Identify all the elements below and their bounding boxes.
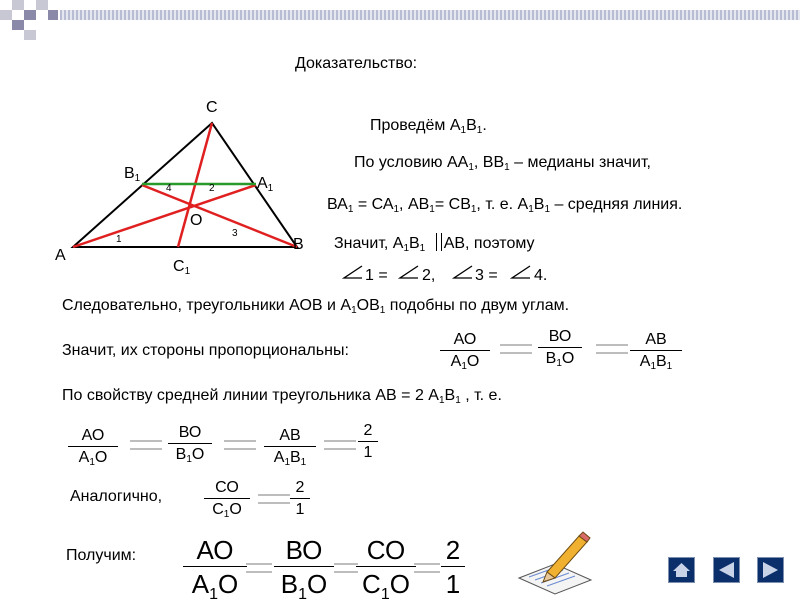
angle-symbol-3-icon (452, 264, 474, 280)
angle-number-4: 4 (166, 183, 172, 194)
angle-eq-3: 3 = (475, 267, 498, 284)
fraction-ao-a1o-large: АО $А_1О$ (183, 537, 247, 603)
equals-sign (224, 440, 256, 450)
equals-sign (258, 494, 290, 504)
equals-sign (500, 344, 532, 354)
line-result: Получим: (66, 547, 137, 564)
equals-sign (414, 563, 440, 573)
angle-eq-2: 2, (422, 267, 436, 284)
line-medians-condition: По условию $АА_1$, $ВВ_1$ – медианы значит, (354, 154, 651, 173)
line-similar-triangles: Следовательно, треугольники АОВ и $А_1ОВ_1$ подобны по двум углам. (62, 297, 570, 316)
fraction-ab-a1b1: АВ $А_1В_1$ (264, 428, 316, 468)
vertex-label-b1: $В_1$ (124, 165, 141, 184)
fraction-two-over-one: 2 1 (290, 480, 310, 518)
vertex-label-c: С (206, 99, 218, 116)
next-slide-button[interactable] (757, 557, 784, 583)
fraction-co-c1o-large: СО $С_1О$ (356, 537, 416, 603)
pencil-paper-icon (515, 530, 595, 596)
line-midline-statement: $ВА_1 = СА_1$, $АВ_1= СВ_1$, т. е. $А_1В_1$ – средняя линия. (327, 196, 683, 215)
angle-symbol-1-icon (342, 264, 364, 280)
angle-symbol-4-icon (510, 264, 532, 280)
home-button[interactable] (668, 557, 695, 583)
fraction-bo-b1o: ВО $В_1О$ (168, 425, 212, 465)
equals-sign (130, 440, 162, 450)
fraction-two-over-one-large: 2 1 (441, 537, 465, 597)
line-draw-a1b1: Проведём $А_1В_1$. (370, 117, 487, 136)
fraction-two-over-one: 2 1 (358, 423, 378, 461)
fraction-ao-a1o: АО $А_1О$ (68, 428, 118, 468)
vertex-label-b: В (293, 236, 304, 253)
angle-eq-4: 4. (534, 267, 548, 284)
fraction-co-c1o: СО $С_1О$ (204, 480, 250, 520)
arrow-right-icon (758, 558, 783, 582)
fraction-ab-a1b1: АВ $А_1В_1$ (630, 332, 682, 372)
fraction-bo-b1o: ВО $В_1О$ (538, 329, 582, 369)
equals-sign (324, 440, 356, 450)
line-proportional: Значит, их стороны пропорциональны: (62, 342, 349, 359)
angle-number-2: 2 (209, 183, 215, 194)
line-parallel: Значит, $А_1В_1$ АВ, поэтому (334, 235, 535, 254)
angle-symbol-2-icon (398, 264, 420, 280)
line-midline-property: По свойству средней линии треугольника АВ = 2 $А_1В_1$ , т. е. (62, 387, 502, 406)
parallel-symbol (436, 233, 442, 251)
equals-sign (596, 344, 628, 354)
vertex-label-a1: $А_1$ (257, 175, 274, 194)
equals-sign (246, 563, 272, 573)
angle-eq-1: 1 = (365, 267, 388, 284)
equals-sign (334, 563, 358, 573)
fraction-bo-b1o-large: ВО $В_1О$ (274, 537, 334, 603)
slide-title: Доказательство: (295, 55, 418, 72)
angle-number-3: 3 (232, 228, 238, 239)
line-analogously: Аналогично, (70, 488, 163, 505)
vertex-label-a: А (55, 247, 66, 264)
home-icon (669, 558, 694, 582)
previous-slide-button[interactable] (713, 557, 740, 583)
vertex-label-o: О (190, 212, 203, 229)
arrow-left-icon (714, 558, 739, 582)
angle-number-1: 1 (116, 234, 122, 245)
vertex-label-c1: $С_1$ (173, 258, 191, 277)
triangle-diagram (0, 0, 330, 300)
fraction-ao-a1o: АО $А_1О$ (440, 332, 490, 372)
